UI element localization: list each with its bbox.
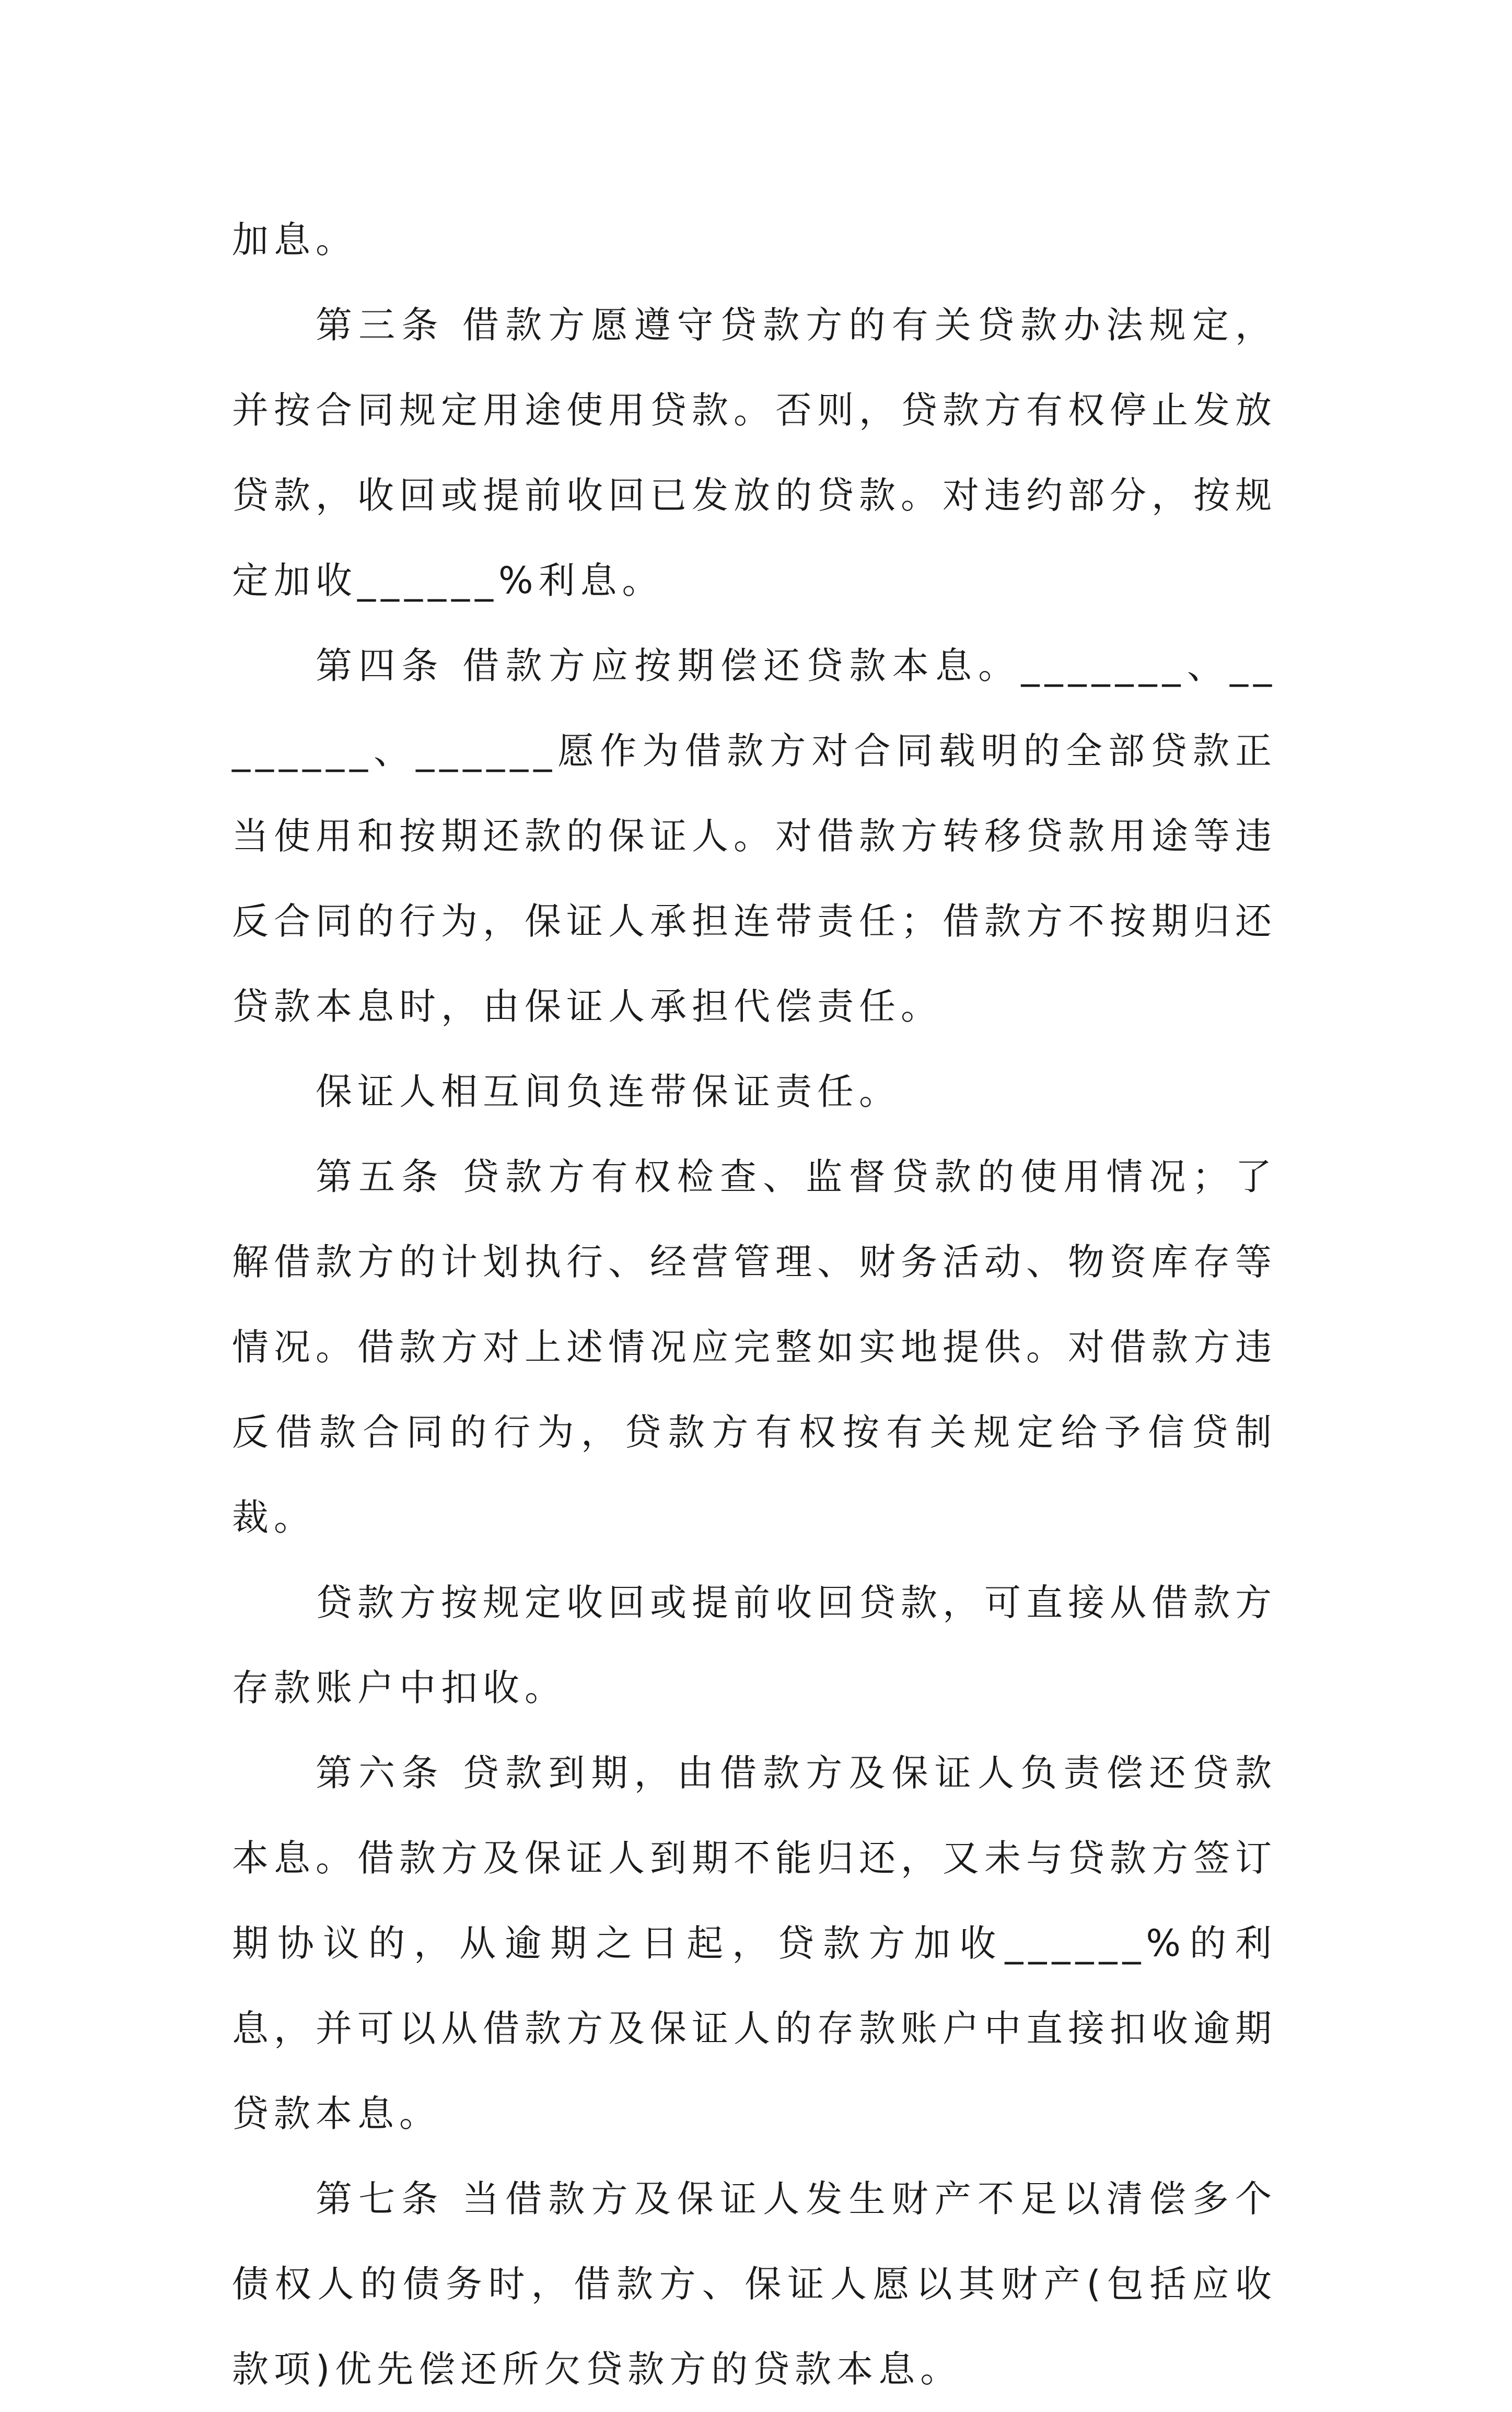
document-body	[232, 198, 1277, 2412]
guarantor-joint-liability-paragraph: 保证人相互间负连带保证责任。	[316, 1070, 901, 1113]
article-6-paragraph: 第六条 贷款到期，由借款方及保证人负责偿还贷款本息。借款方及保证人到期不能归还，又未与贷款方签订期协议的，从逾期之日起，贷款方加收______%的利息，并可以从借款方及保证人的存款账户中直接扣收逾期贷款本息。	[232, 1752, 1277, 2135]
article-3-paragraph: 第三条 借款方愿遵守贷款方的有关贷款办法规定，并按合同规定用途使用贷款。否则，贷款方有权停止发放贷款，收回或提前收回已发放的贷款。对违约部分，按规定加收______%利息。	[232, 304, 1277, 602]
paragraph-continuation: 加息。	[232, 218, 357, 261]
article-4-paragraph: 第四条 借款方应按期偿还贷款本息。_______、________、______愿作为借款方对合同载明的全部贷款正当使用和按期还款的保证人。对借款方转移贷款用途等违反合同的行为，保证人承担连带责任；借款方不按期归还贷款本息时，由保证人承担代偿责任。	[232, 644, 1277, 1028]
loan-recovery-paragraph: 贷款方按规定收回或提前收回贷款，可直接从借款方存款账户中扣收。	[232, 1581, 1277, 1709]
article-5-paragraph: 第五条 贷款方有权检查、监督贷款的使用情况；了解借款方的计划执行、经营管理、财务活动、物资库存等情况。借款方对上述情况应完整如实地提供。对借款方违反借款合同的行为，贷款方有权按有关规定给予信贷制裁。	[232, 1155, 1277, 1539]
article-7-paragraph: 第七条 当借款方及保证人发生财产不足以清偿多个债权人的债务时，借款方、保证人愿以其财产(包括应收款项)优先偿还所欠贷款方的贷款本息。	[232, 2177, 1277, 2391]
